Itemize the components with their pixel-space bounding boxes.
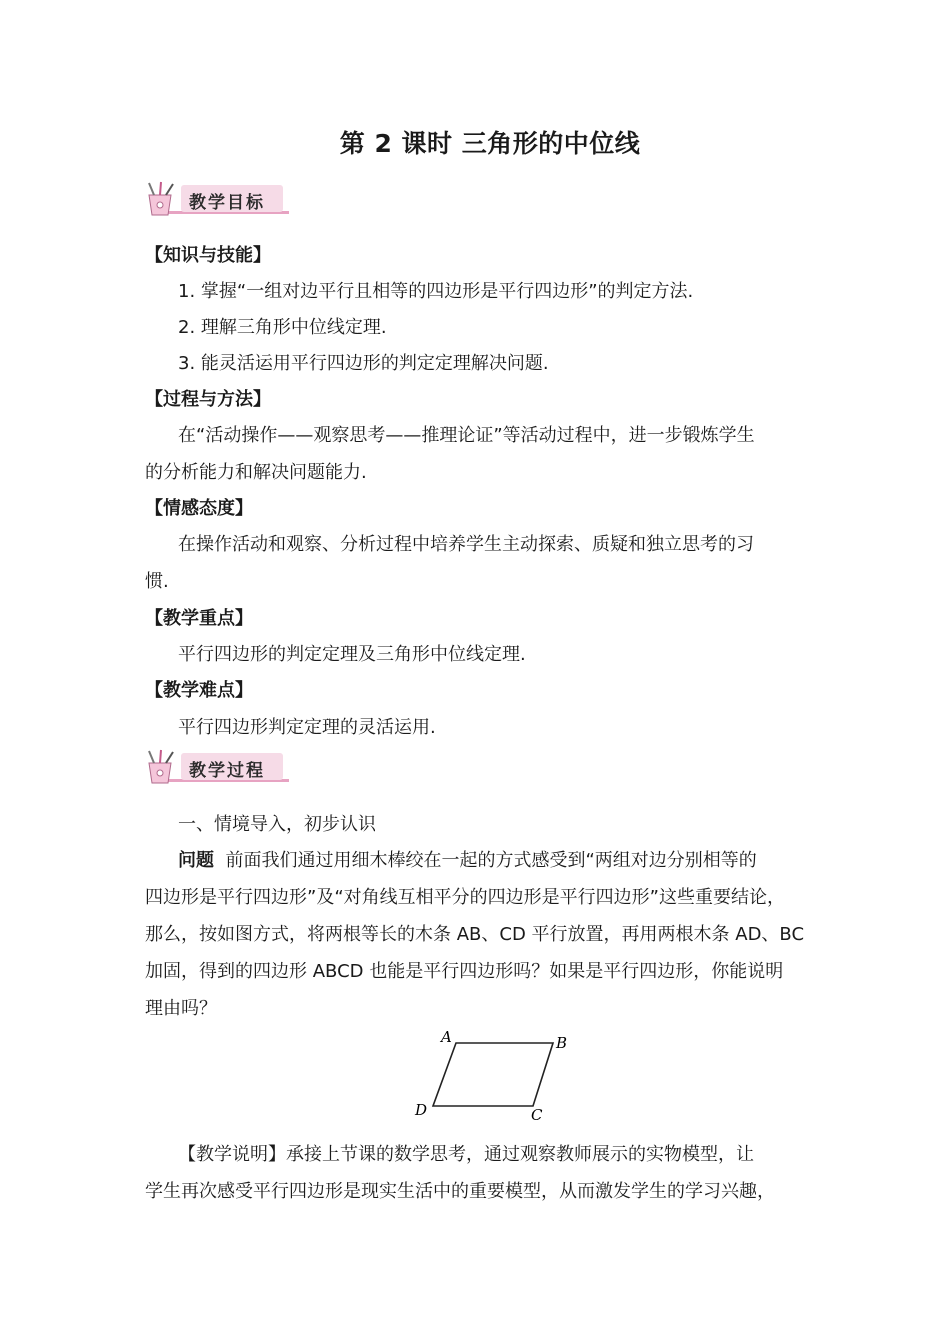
paragraph-line: 在“活动操作——观察思考——推理论证”等活动过程中，进一步锻炼学生 bbox=[178, 425, 755, 446]
heading-method: 【过程与方法】 bbox=[145, 389, 271, 410]
knowledge-item: 2. 理解三角形中位线定理. bbox=[178, 317, 387, 338]
vertex-label-c: C bbox=[531, 1106, 543, 1124]
vertex-label-a: A bbox=[441, 1028, 452, 1046]
question-line: 加固，得到的四边形 ABCD 也能是平行四边形吗？如果是平行四边形，你能说明 bbox=[145, 961, 784, 982]
badge-label: 教学目标 bbox=[189, 193, 265, 213]
paragraph-line: 平行四边形的判定定理及三角形中位线定理. bbox=[178, 644, 526, 665]
question-label: 问题 bbox=[178, 850, 214, 871]
knowledge-item: 1. 掌握“一组对边平行且相等的四边形是平行四边形”的判定方法. bbox=[178, 281, 694, 302]
section-badge-objectives bbox=[143, 181, 293, 221]
heading-difficulties: 【教学难点】 bbox=[145, 680, 253, 701]
question-line: 四边形是平行四边形”及“对角线互相平分的四边形是平行四边形”这些重要结论， bbox=[145, 887, 785, 908]
question-line: 理由吗？ bbox=[145, 998, 217, 1019]
section-badge-process bbox=[143, 749, 293, 789]
vertex-label-b: B bbox=[556, 1034, 568, 1052]
parallelogram-shape bbox=[433, 1043, 553, 1106]
page-title: 第 2 课时 三角形的中位线 bbox=[339, 129, 641, 158]
paragraph-line: 在操作活动和观察、分析过程中培养学生主动探索、质疑和独立思考的习 bbox=[178, 534, 754, 555]
question-line bbox=[178, 849, 757, 873]
heading-key-points: 【教学重点】 bbox=[145, 608, 253, 629]
badge-label: 教学过程 bbox=[189, 761, 265, 781]
question-text: 前面我们通过用细木棒绞在一起的方式感受到“两组对边分别相等的 bbox=[225, 850, 757, 871]
heading-emotion: 【情感态度】 bbox=[145, 498, 253, 519]
step-heading: 一、情境导入，初步认识 bbox=[178, 814, 376, 835]
paragraph-line: 平行四边形判定定理的灵活运用. bbox=[178, 717, 436, 738]
paragraph-line: 惯. bbox=[145, 571, 169, 592]
knowledge-item: 3. 能灵活运用平行四边形的判定定理解决问题. bbox=[178, 353, 549, 374]
vertex-label-d: D bbox=[415, 1101, 428, 1119]
parallelogram-figure bbox=[405, 1024, 585, 1124]
question-line: 那么，按如图方式，将两根等长的木条 AB、CD 平行放置，再用两根木条 AD、BC bbox=[145, 924, 805, 945]
paragraph-line: 的分析能力和解决问题能力. bbox=[145, 462, 367, 483]
note-line: 【教学说明】承接上节课的数学思考，通过观察教师展示的实物模型，让 bbox=[178, 1144, 754, 1165]
note-line: 学生再次感受平行四边形是现实生活中的重要模型，从而激发学生的学习兴趣， bbox=[145, 1181, 775, 1202]
heading-knowledge: 【知识与技能】 bbox=[145, 245, 271, 266]
